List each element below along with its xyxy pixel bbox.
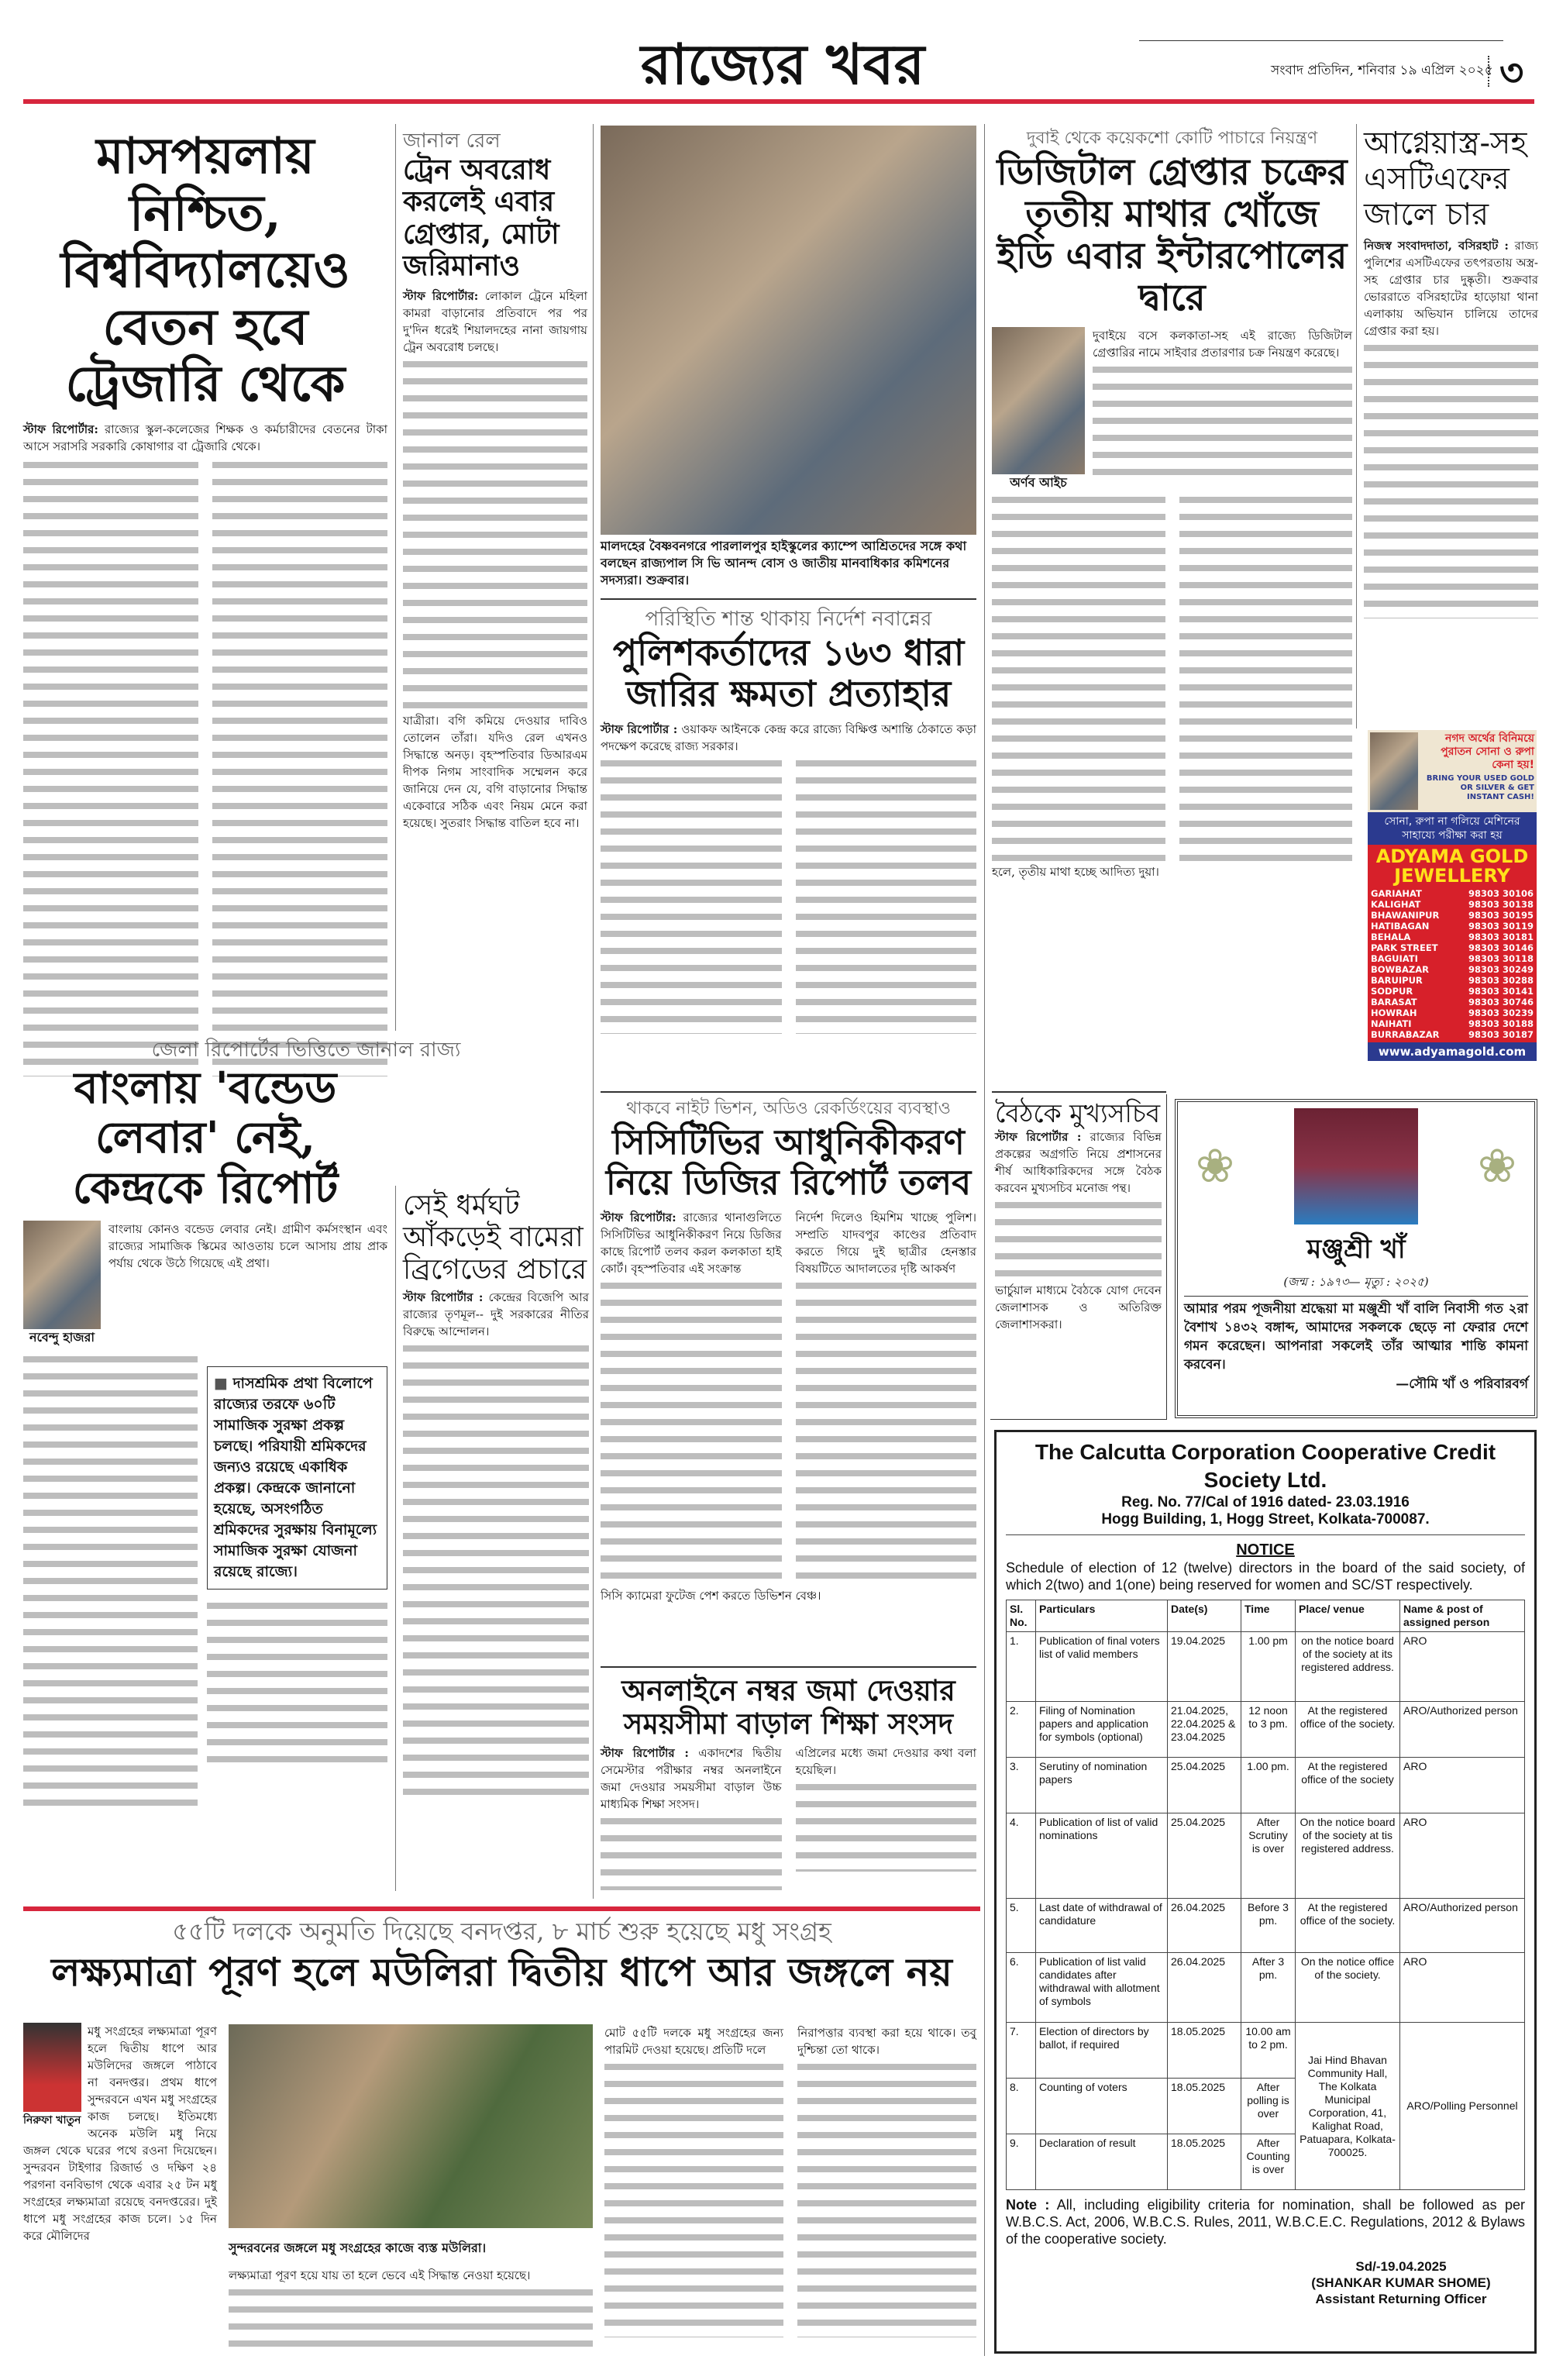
exam-body [601, 1745, 782, 1813]
obituary-text: আমার পরম পূজনীয়া শ্রদ্ধেয়া মা মঞ্জুশ্রী খাঁ বালি নিবাসী গত ২রা বৈশাখ ১৪৩২ বঙ্গাব্দ, আমাদের সকলকে ছেড়ে না ফেরার দেশে গমন করেছেন। আপনারা সকলেই তাঁর আত্মার শান্তি কামনা করবেন। [1184, 1301, 1528, 1373]
branch-phone: 98303 30118 [1468, 953, 1534, 964]
tuberose-flower-icon: ❀ [1195, 1139, 1235, 1193]
callout-text: দাসশ্রমিক প্রথা বিলোপে রাজ্যের তরফে ৬০টি সামাজিক সুরক্ষা প্রকল্প চলছে। পরিযায়ী শ্রমিকদের জন্যও রয়েছে একাধিক প্রকল্প। কেন্দ্রকে জানানো হয়েছে, অসংগঠিত শ্রমিকদের সুরক্ষায় বিনামূল্যে সামাজিক সুরক্ষা যোজনা রয়েছে রাজ্যে। [214, 1375, 377, 1581]
header-red-rule [23, 99, 1534, 104]
cctv-tail: সিসি ক্যামেরা ফুটেজ পেশ করতে ডিভিশন বেঞ্চ। [601, 1588, 821, 1603]
lead-body-col [212, 456, 387, 1076]
table-cell: 1.00 pm [1241, 1632, 1296, 1702]
honey-kicker: ৫৫টি দলকে অনুমতি দিয়েছে বনদপ্তর, ৮ মার্চ শুরু হয়েছে মধু সংগ্রহ [172, 1917, 831, 1946]
photo-caption: সুন্দরবনের জঙ্গলে মধু সংগ্রহের কাজে ব্যস্ত মউলিরা। [229, 2241, 487, 2255]
table-cell: 9. [1007, 2134, 1036, 2190]
table-cell: ARO/Authorized person [1400, 1702, 1525, 1758]
exam-story [601, 1674, 976, 1890]
table-cell: 7. [1007, 2023, 1036, 2079]
obituary-portrait [1294, 1108, 1418, 1224]
stf-story [1364, 126, 1538, 618]
honey-body-col [604, 2058, 783, 2337]
ed-story [992, 126, 1352, 880]
table-cell: 1.00 pm. [1241, 1758, 1296, 1813]
branch-name: NAIHATI [1371, 1018, 1412, 1029]
bonded-body [23, 1221, 387, 1816]
lead-lead-text: রাজ্যের স্কুল-কলেজের শিক্ষক ও কর্মচারীদের বেতনের টাকা আসে সরাসরি সরকারি কোষাগার বা ট্রেজারি থেকে। [23, 422, 387, 453]
lead-story [23, 128, 387, 1076]
branch-phone: 98303 30119 [1468, 921, 1534, 932]
branch-phone: 98303 30239 [1468, 1007, 1534, 1018]
obituary-signoff: —সৌমি খাঁ ও পরিবারবর্গ [1396, 1376, 1528, 1392]
rail-body-lines [403, 356, 587, 712]
reporter-name: নিরুফা খাতুন [23, 2114, 81, 2127]
column-header: Sl. No. [1007, 1600, 1036, 1632]
cctv-headline[interactable]: সিসিটিভির আধুনিকীকরণ নিয়ে ডিজির রিপোর্ট তলব [605, 1121, 972, 1203]
honey-col4-text: নিরাপত্তার ব্যবস্থা করা হয়ে থাকে। তবু দুশ্চিন্তা তো থাকে। [797, 2026, 976, 2057]
reporter-portrait [23, 1221, 101, 1329]
meeting-byline: স্টাফ রিপোর্টার : [995, 1129, 1082, 1144]
page-number-separator [1488, 56, 1489, 87]
brigade-byline: স্টাফ রিপোর্টার : [403, 1290, 484, 1305]
table-row [1007, 1758, 1525, 1813]
ad-model-photo [1370, 732, 1418, 810]
police-body-col [796, 755, 977, 1034]
police-headline[interactable]: পুলিশকর্তাদের ১৬৩ ধারা জারির ক্ষমতা প্রত্যাহার [612, 632, 965, 715]
section-rule [601, 1091, 976, 1093]
notice-address: Hogg Building, 1, Hogg Street, Kolkata-700087. [1006, 1511, 1525, 1535]
branch-row [1368, 888, 1537, 899]
branch-name: SODPUR [1371, 986, 1413, 997]
cctv-body [601, 1209, 782, 1277]
table-cell: 4. [1007, 1813, 1036, 1899]
honey-col1 [23, 2023, 217, 2244]
schedule-table [1006, 1600, 1525, 2190]
table-cell: ARO [1400, 1758, 1525, 1813]
table-cell: 18.05.2025 [1168, 2134, 1241, 2190]
police-story [601, 606, 976, 1034]
ed-body-lines [1093, 361, 1352, 477]
branch-name: GARIAHAT [1371, 888, 1422, 899]
exam-body-col [796, 1779, 977, 1872]
table-cell: Counting of voters [1036, 2079, 1168, 2134]
table-cell: Before 3 pm. [1241, 1899, 1296, 1953]
rail-tail: যাত্রীরা। বগি কমিয়ে দেওয়ার দাবিও তোলেন তাঁরা। যদিও রেল এখনও সিদ্ধান্তে অনড়। বৃহস্পতিবার ডিআরএম দীপক নিগম সাংবাদিক সম্মেলন করে জানিয়ে দেন যে, বগি বাড়ানোর সিদ্ধান্ত একেবারে সঠিক এবং নিয়ম মেনে করা হয়েছে। সুতরাং সিদ্ধান্ত বাতিল হবে না। [403, 713, 587, 830]
branch-row [1368, 1007, 1537, 1018]
branch-name: BARUIPUR [1371, 975, 1423, 986]
branch-phone: 98303 30746 [1468, 997, 1534, 1007]
election-notice [994, 1430, 1537, 2354]
table-cell: Filing of Nomination papers and application for symbols (optional) [1036, 1702, 1168, 1758]
table-cell: On the notice office of the society. [1296, 1953, 1400, 2023]
column-header: Time [1241, 1600, 1296, 1632]
branch-row [1368, 1018, 1537, 1029]
branch-name: BARASAT [1371, 997, 1417, 1007]
table-cell: on the notice board of the society at its registered address. [1296, 1632, 1400, 1702]
branch-phone: 98303 30195 [1468, 910, 1534, 921]
ed-portrait-block [992, 327, 1085, 491]
section-rule [601, 1666, 976, 1668]
brigade-body-lines [403, 1340, 589, 1805]
meeting-headline[interactable]: বৈঠকে মুখ্যসচিব [995, 1098, 1161, 1128]
note-label: Note : [1006, 2197, 1050, 2213]
table-cell: 25.04.2025 [1168, 1813, 1241, 1899]
table-row [1007, 1632, 1525, 1702]
lead-body [23, 421, 387, 455]
exam-byline: স্টাফ রিপোর্টার : [601, 1746, 689, 1761]
branch-row [1368, 942, 1537, 953]
table-cell: 21.04.2025, 22.04.2025 & 23.04.2025 [1168, 1702, 1241, 1758]
table-cell: Election of directors by ballot, if required [1036, 2023, 1168, 2079]
table-cell: After Counting is over [1241, 2134, 1296, 2190]
police-lead-text: ওয়াকফ আইনকে কেন্দ্র করে রাজ্যে বিক্ষিপ্ত অশান্তি ঠেকাতে কড়া পদক্ষেপ করেছে রাজ্য সরকার। [601, 722, 976, 753]
cctv-lead-text: রাজ্যের থানাগুলিতে সিসিটিভির আধুনিকীকরণ নিয়ে ডিজির কাছে রিপোর্ট তলব করল কলকাতা হাই কোর্ট। বৃহস্পতিবার এই সংক্রান্ত [601, 1210, 782, 1276]
table-cell: On the notice board of the society at tis registered address. [1296, 1813, 1400, 1899]
table-cell: 26.04.2025 [1168, 1899, 1241, 1953]
ed-headline[interactable]: ডিজিটাল গ্রেপ্তার চক্রের তৃতীয় মাথার খোঁজে ইডি এবার ইন্টারপোলের দ্বারে [997, 151, 1348, 320]
branch-row [1368, 1029, 1537, 1040]
branch-name: HOWRAH [1371, 1007, 1417, 1018]
honey-lead-text: মধু সংগ্রহের লক্ষ্যমাত্রা পূরণ হলে দ্বিতীয় ধাপে আর মউলিদের জঙ্গলে পাঠাবে না বনদপ্তর। প্রথম ধাপে সুন্দরবনে এখন মধু সংগ্রহের কাজ চলছে। ইতিমধ্যে অনেক মউলি মধু নিয়ে জঙ্গল থেকে ঘরের পথে রওনা দিয়েছেন। সুন্দরবন টাইগার রিজার্ভ ও দক্ষিণ ২৪ পরগনা বনবিভাগ থেকে এবার ২৫ টন মধু সংগ্রহের লক্ষ্যমাত্রা রয়েছে বনদপ্তরের। দুই ধাপে মধু সংগ্রহের কাজ চলে। ১৫ দিন করে মৌলিদের [23, 2024, 217, 2243]
brigade-lead-text: কেন্দ্রের বিজেপি আর রাজ্যের তৃণমূল-- দুই সরকারের নীতির বিরুদ্ধে আন্দোলন। [403, 1290, 589, 1339]
bonded-body-col [207, 1597, 387, 1768]
table-row [1007, 1899, 1525, 1953]
column-header: Name & post of assigned person [1400, 1600, 1525, 1632]
reporter-name: নবেন্দু হাজরা [29, 1330, 95, 1345]
notice-reg: Reg. No. 77/Cal of 1916 dated- 23.03.1916 [1121, 1494, 1410, 1510]
table-cell: ARO/Polling Personnel [1400, 2023, 1525, 2190]
brigade-headline[interactable]: সেই ধর্মঘট আঁকড়েই বামেরা ব্রিগেডের প্রচারে [403, 1190, 587, 1286]
table-cell: 12 noon to 3 pm. [1241, 1702, 1296, 1758]
table-cell: 18.05.2025 [1168, 2023, 1241, 2079]
branch-row [1368, 953, 1537, 964]
stf-headline[interactable]: আগ্নেয়াস্ত্র-সহ এসটিএফের জালে চার [1364, 126, 1527, 232]
deceased-name: মঞ্জুশ্রী খাঁ [1306, 1234, 1406, 1265]
table-cell: 2. [1007, 1702, 1036, 1758]
notice-title: NOTICE [1236, 1541, 1295, 1559]
table-cell: 26.04.2025 [1168, 1953, 1241, 2023]
exam-lead-text: একাদশের দ্বিতীয় সেমেস্টার পরীক্ষার নম্বর অনলাইনে জমা দেওয়ার সময়সীমা বাড়াল উচ্চ মাধ্যমিক শিক্ষা সংসদ। [601, 1746, 782, 1812]
ad-brand: ADYAMA GOLD JEWELLERY [1375, 846, 1529, 887]
bonded-kicker: জেলা রিপোর্টের ভিত্তিতে জানাল রাজ্য [151, 1038, 461, 1062]
table-row [1007, 1953, 1525, 2023]
signed-date: Sd/-19.04.2025 [1355, 2259, 1447, 2274]
lead-byline: স্টাফ রিপোর্টার: [23, 422, 98, 436]
table-cell: Serutiny of nomination papers [1036, 1758, 1168, 1813]
header-rule [1139, 40, 1503, 41]
honey-under-photo [229, 2267, 593, 2352]
column-rule [1356, 124, 1357, 728]
rail-story [403, 128, 587, 832]
table-row [1007, 1813, 1525, 1899]
adyama-gold-ad[interactable] [1368, 730, 1537, 1061]
branch-row [1368, 899, 1537, 910]
bonded-lead-text: বাংলায় কোনও বন্ডেড লেবার নেই। গ্রামীণ কর্মসংস্থান এবং রাজ্যের সামাজিক স্কিমের আওতায় চলে আসায় প্রায় প্রাক পর্যায় থেকে উঠে গিয়েছে এই প্রথা। [108, 1222, 387, 1271]
table-cell: 6. [1007, 1953, 1036, 2023]
table-cell: ARO/Authorized person [1400, 1899, 1525, 1953]
table-cell: 3. [1007, 1758, 1036, 1813]
table-cell: ARO [1400, 1953, 1525, 2023]
table-cell: Publication of list of valid nominations [1036, 1813, 1168, 1899]
rail-lead-text: লোকাল ট্রেনে মহিলা কামরা বাড়ানোর প্রতিবাদে পর পর দু'দিন ধরেই শিয়ালদহের নানা জায়গায় ট্রেন অবরোধ চলছে। [403, 288, 587, 354]
table-cell: At the registered office of the society [1296, 1758, 1400, 1813]
section-rule [992, 1091, 1166, 1093]
notice-signature [1006, 2258, 1525, 2307]
honey-body-lines [229, 2284, 593, 2352]
honey-cols [604, 2024, 976, 2337]
table-cell: 19.04.2025 [1168, 1632, 1241, 1702]
cctv-body-col [796, 1277, 977, 1587]
branch-phone: 98303 30288 [1468, 975, 1534, 986]
lead-body-col [23, 456, 198, 1076]
table-cell: 1. [1007, 1632, 1036, 1702]
bonded-headline[interactable]: বাংলায় 'বন্ডেড লেবার' নেই, কেন্দ্রকে রিপোর্ট [72, 1063, 339, 1214]
ad-headline: নগদ অর্থের বিনিময়ে পুরাতন সোনা ও রুপা কেনা হয়! [1441, 732, 1534, 771]
portrait-caption: অর্ণব আইচ [1010, 475, 1067, 491]
brigade-body [403, 1289, 589, 1340]
branch-name: KALIGHAT [1371, 899, 1421, 910]
branch-name: PARK STREET [1371, 942, 1438, 953]
honey-story [23, 1916, 980, 1995]
branch-row [1368, 986, 1537, 997]
ed-body-col [1179, 491, 1353, 863]
stf-byline: নিজস্ব সংবাদদাতা, বসিরহাট : [1364, 239, 1509, 253]
news-photo-honey-collectors [229, 2024, 593, 2228]
table-row [1007, 2023, 1525, 2079]
table-cell: At the registered office of the society. [1296, 1702, 1400, 1758]
table-cell: 25.04.2025 [1168, 1758, 1241, 1813]
branch-row [1368, 910, 1537, 921]
branch-phone: 98303 30181 [1468, 932, 1534, 942]
ed-body-col [992, 491, 1165, 863]
table-cell: After 3 pm. [1241, 1953, 1296, 2023]
ed-tail: হলে, তৃতীয় মাথা হচ্ছে আদিত্য দুয়া। [992, 865, 1159, 880]
life-dates: (জন্ম : ১৯৭৩— মৃত্যু : ২০২৫) [1184, 1273, 1528, 1297]
branch-phone: 98303 30146 [1468, 942, 1534, 953]
tuberose-flower-icon: ❀ [1477, 1139, 1517, 1193]
rail-byline: স্টাফ রিপোর্টার: [403, 288, 479, 303]
table-cell: 5. [1007, 1899, 1036, 1953]
police-body-col [601, 755, 782, 1034]
table-row [1007, 1702, 1525, 1758]
table-cell: At the registered office of the society. [1296, 1899, 1400, 1953]
column-rule [395, 1186, 396, 1891]
ad-subline: সোনা, রুপা না গলিয়ে মেশিনের সাহায্যে পরীক্ষা করা হয় [1368, 812, 1537, 845]
under-photo-text: লক্ষ্যমাত্রা পূরণ হয়ে যায় তা হলে ভেবে এই সিদ্ধান্ত নেওয়া হয়েছে। [229, 2268, 531, 2282]
branch-row [1368, 997, 1537, 1007]
exam-body-col [601, 1813, 782, 1890]
bonded-callout: ■ দাসশ্রমিক প্রথা বিলোপে রাজ্যের তরফে ৬০টি সামাজিক সুরক্ষা প্রকল্প চলছে। পরিযায়ী শ্রমিকদের জন্যও রয়েছে একাধিক প্রকল্প। কেন্দ্রকে জানানো হয়েছে, অসংগঠিত শ্রমিকদের সুরক্ষায় বিনামূল্যে সামাজিক সুরক্ষা যোজনা রয়েছে রাজ্যে। [207, 1366, 387, 1590]
rail-headline[interactable]: ট্রেন অবরোধ করলেই এবার গ্রেপ্তার, মোটা জরিমানাও [403, 153, 559, 283]
honey-col3-text: মোট ৫৫টি দলকে মধু সংগ্রহের জন্য পারমিট দেওয়া হয়েছে। প্রতিটি দলে [604, 2026, 783, 2057]
obituary-notice [1175, 1099, 1537, 1418]
table-cell: After polling is over [1241, 2079, 1296, 2134]
section-rule [601, 598, 976, 600]
column-rule [395, 124, 396, 1031]
section-red-rule [23, 1906, 980, 1911]
table-cell: 18.05.2025 [1168, 2079, 1241, 2134]
meeting-story [990, 1094, 1167, 1420]
dateline: সংবাদ প্রতিদিন, শনিবার ১৯ এপ্রিল ২০২৫ [1271, 63, 1493, 78]
notice-intro: Schedule of election of 12 (twelve) directors in the board of the said society, of which 2(two) and 1(one) being reserved for women and SC/ST respectively. [1006, 1560, 1525, 1593]
column-header: Date(s) [1168, 1600, 1241, 1632]
branch-name: BURRABAZAR [1371, 1029, 1440, 1040]
branch-phone: 98303 30141 [1468, 986, 1534, 997]
meeting-lead-text: রাজ্যের বিভিন্ন প্রকল্পের অগ্রগতি নিয়ে প্রশাসনের শীর্ষ আধিকারিকদের সঙ্গে বৈঠক করবেন মুখ্যসচিব মনোজ পন্থ। [995, 1129, 1162, 1195]
police-body [601, 721, 976, 755]
cctv-body-col [601, 1277, 782, 1587]
police-kicker: পরিস্থিতি শান্ত থাকায় নির্দেশ নবান্নের [645, 608, 932, 631]
branch-phone: 98303 30138 [1468, 899, 1534, 910]
ad-tagline: BRING YOUR USED GOLD OR SILVER & GET INSTANT CASH! [1426, 774, 1534, 801]
cctv-col2: নির্দেশ দিলেও হিমশিম খাচ্ছে পুলিশ। সম্প্রতি যাদবপুর কাণ্ডের প্রতিবাদ করতে গিয়ে দুই ছাত্রীর হেনস্তার বিষয়টিতে আদালতের দৃষ্টি আকর্ষণ [795, 1210, 976, 1276]
ed-kicker: দুবাই থেকে কয়েকশো কোটি পাচারে নিয়ন্ত্রণ [1026, 129, 1318, 148]
cctv-kicker: থাকবে নাইট ভিশন, অডিও রেকর্ডিংয়ের ব্যবস্থাও [626, 1099, 951, 1118]
ad-branch-list [1368, 888, 1537, 1042]
branch-row [1368, 921, 1537, 932]
bonded-body-col [23, 1351, 198, 1816]
table-cell: ARO [1400, 1813, 1525, 1899]
table-cell: Last date of withdrawal of candidature [1036, 1899, 1168, 1953]
exam-col2: এপ্রিলের মধ্যে জমা দেওয়ার কথা বলা হয়েছিল। [795, 1746, 976, 1778]
column-header: Place/ venue [1296, 1600, 1400, 1632]
table-cell: Declaration of result [1036, 2134, 1168, 2190]
ad-website[interactable]: www.adyamagold.com [1368, 1042, 1537, 1061]
officer-name: (SHANKAR KUMAR SHOME) [1311, 2275, 1491, 2290]
page-number: ৩ [1499, 51, 1524, 95]
rail-body [403, 288, 587, 356]
column-rule [984, 124, 985, 2356]
branch-name: BHAWANIPUR [1371, 910, 1440, 921]
table-cell: Jai Hind Bhavan Community Hall, The Kolkata Municipal Corporation, 41, Kalighat Road, Patuapara, Kolkata- 700025. [1296, 2023, 1400, 2190]
honey-body-col [797, 2058, 976, 2337]
branch-name: BEHALA [1371, 932, 1411, 942]
column-rule [593, 124, 594, 1899]
cctv-byline: স্টাফ রিপোর্টার: [601, 1210, 676, 1224]
reporter-portrait [23, 2023, 81, 2112]
ed-lead-text: দুবাইয়ে বসে কলকাতা-সহ এই রাজ্যে ডিজিটাল গ্রেপ্তারির নামে সাইবার প্রতারণার চক্র নিয়ন্ত্রণ করেছে। [1093, 329, 1352, 360]
section-title: রাজ্যের খবর [640, 31, 925, 97]
notice-org: The Calcutta Corporation Cooperative Credit Society Ltd. [1034, 1440, 1496, 1492]
officer-title: Assistant Returning Officer [1315, 2292, 1487, 2306]
stf-lead-text: রাজ্য পুলিশের এসটিএফের তৎপরতায় অস্ত্র-সহ গ্রেপ্তার চার দুষ্কৃতী। শুক্রবার ভোররাতে বসিরহাটের হাড়োয়া থানা এলাকায় অভিযান চালিয়ে তাদের গ্রেপ্তার করা হয়। [1364, 239, 1538, 338]
meeting-body-lines [995, 1197, 1162, 1282]
table-cell: Publication of final voters list of valid members [1036, 1632, 1168, 1702]
police-byline: স্টাফ রিপোর্টার : [601, 722, 678, 736]
news-photo-governor-camp [601, 126, 976, 535]
branch-name: BOWBAZAR [1371, 964, 1429, 975]
table-cell: ARO [1400, 1632, 1525, 1702]
notice-note [1006, 2196, 1525, 2247]
branch-name: BAGUIATI [1371, 953, 1418, 964]
branch-phone: 98303 30249 [1468, 964, 1534, 975]
stf-body [1364, 237, 1538, 339]
branch-phone: 98303 30187 [1468, 1029, 1534, 1040]
table-cell: 8. [1007, 2079, 1036, 2134]
stf-body-lines [1364, 339, 1538, 618]
column-header: Particulars [1036, 1600, 1168, 1632]
branch-row [1368, 964, 1537, 975]
rail-kicker: জানাল রেল [403, 129, 501, 153]
meeting-tail: ভার্চুয়াল মাধ্যমে বৈঠকে যোগ দেবেন জেলাশাসক ও অতিরিক্ত জেলাশাসকরা। [995, 1283, 1162, 1331]
honey-headline[interactable]: লক্ষ্যমাত্রা পূরণ হলে মউলিরা দ্বিতীয় ধাপে আর জঙ্গলে নয় [51, 1949, 952, 1995]
ad-banner [1368, 730, 1537, 812]
exam-headline[interactable]: অনলাইনে নম্বর জমা দেওয়ার সময়সীমা বাড়াল শিক্ষা সংসদ [621, 1673, 955, 1741]
meeting-body [995, 1128, 1162, 1197]
cctv-story [601, 1096, 976, 1604]
branch-phone: 98303 30106 [1468, 888, 1534, 899]
table-cell: 10.00 am to 2 pm. [1241, 2023, 1296, 2079]
lead-headline[interactable]: মাসপয়লায় নিশ্চিত, বিশ্ববিদ্যালয়েও বেতন হবে ট্রেজারি থেকে [60, 127, 350, 414]
table-cell: After Scrutiny is over [1241, 1813, 1296, 1899]
branch-phone: 98303 30188 [1468, 1018, 1534, 1029]
table-cell: Publication of list valid candidates after withdrawal with allotment of symbols [1036, 1953, 1168, 2023]
photo-caption: মালদহের বৈষ্ণবনগরে পারলালপুর হাইস্কুলের ক্যাম্পে আশ্রিতদের সঙ্গে কথা বলছেন রাজ্যপাল সি ভি আনন্দ বোস ও জাতীয় মানবাধিকার কমিশনের সদস্যরা। শুক্রবার। [601, 539, 967, 587]
note-text: All, including eligibility criteria for nomination, shall be followed as per W.B.C.S. Act, 2006, W.B.C.S. Rules, 2011, W.B.C.E.C. Regulations, 2012 & Bylaws of the cooperative society. [1006, 2197, 1525, 2247]
portrait-photo [992, 327, 1085, 474]
branch-row [1368, 932, 1537, 942]
branch-row [1368, 975, 1537, 986]
brigade-story [403, 1190, 589, 1805]
branch-name: HATIBAGAN [1371, 921, 1430, 932]
